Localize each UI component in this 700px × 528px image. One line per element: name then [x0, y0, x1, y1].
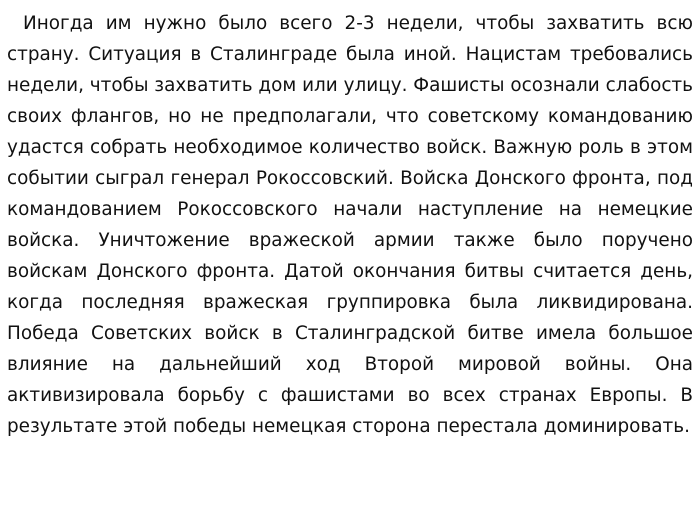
document-page [7, 8, 693, 442]
body-paragraph: Иногда им нужно было всего 2-3 недели, чтобы захватить всю страну. Ситуация в Сталинграде была иной. Нацистам требовались недели, чтобы захватить дом или улицу. Фашисты осознали слабость своих флангов, но не предполагали, что советскому командованию удастся собрать необходимое количество войск. Важную роль в этом событии сыграл генерал Рокоссовский. Войска Донского фронта, под командованием Рокоссовского начали наступление на немецкие войска. Уничтожение вражеской армии также было поручено войскам Донского фронта. Датой окончания битвы считается день, когда последняя вражеская группировка была ликвидирована. Победа Советских войск в Сталинградской битве имела большое влияние на дальнейший ход Второй мировой войны. Она активизировала борьбу с фашистами во всех странах Европы. В результате этой победы немецкая сторона перестала доминировать. [7, 13, 693, 437]
